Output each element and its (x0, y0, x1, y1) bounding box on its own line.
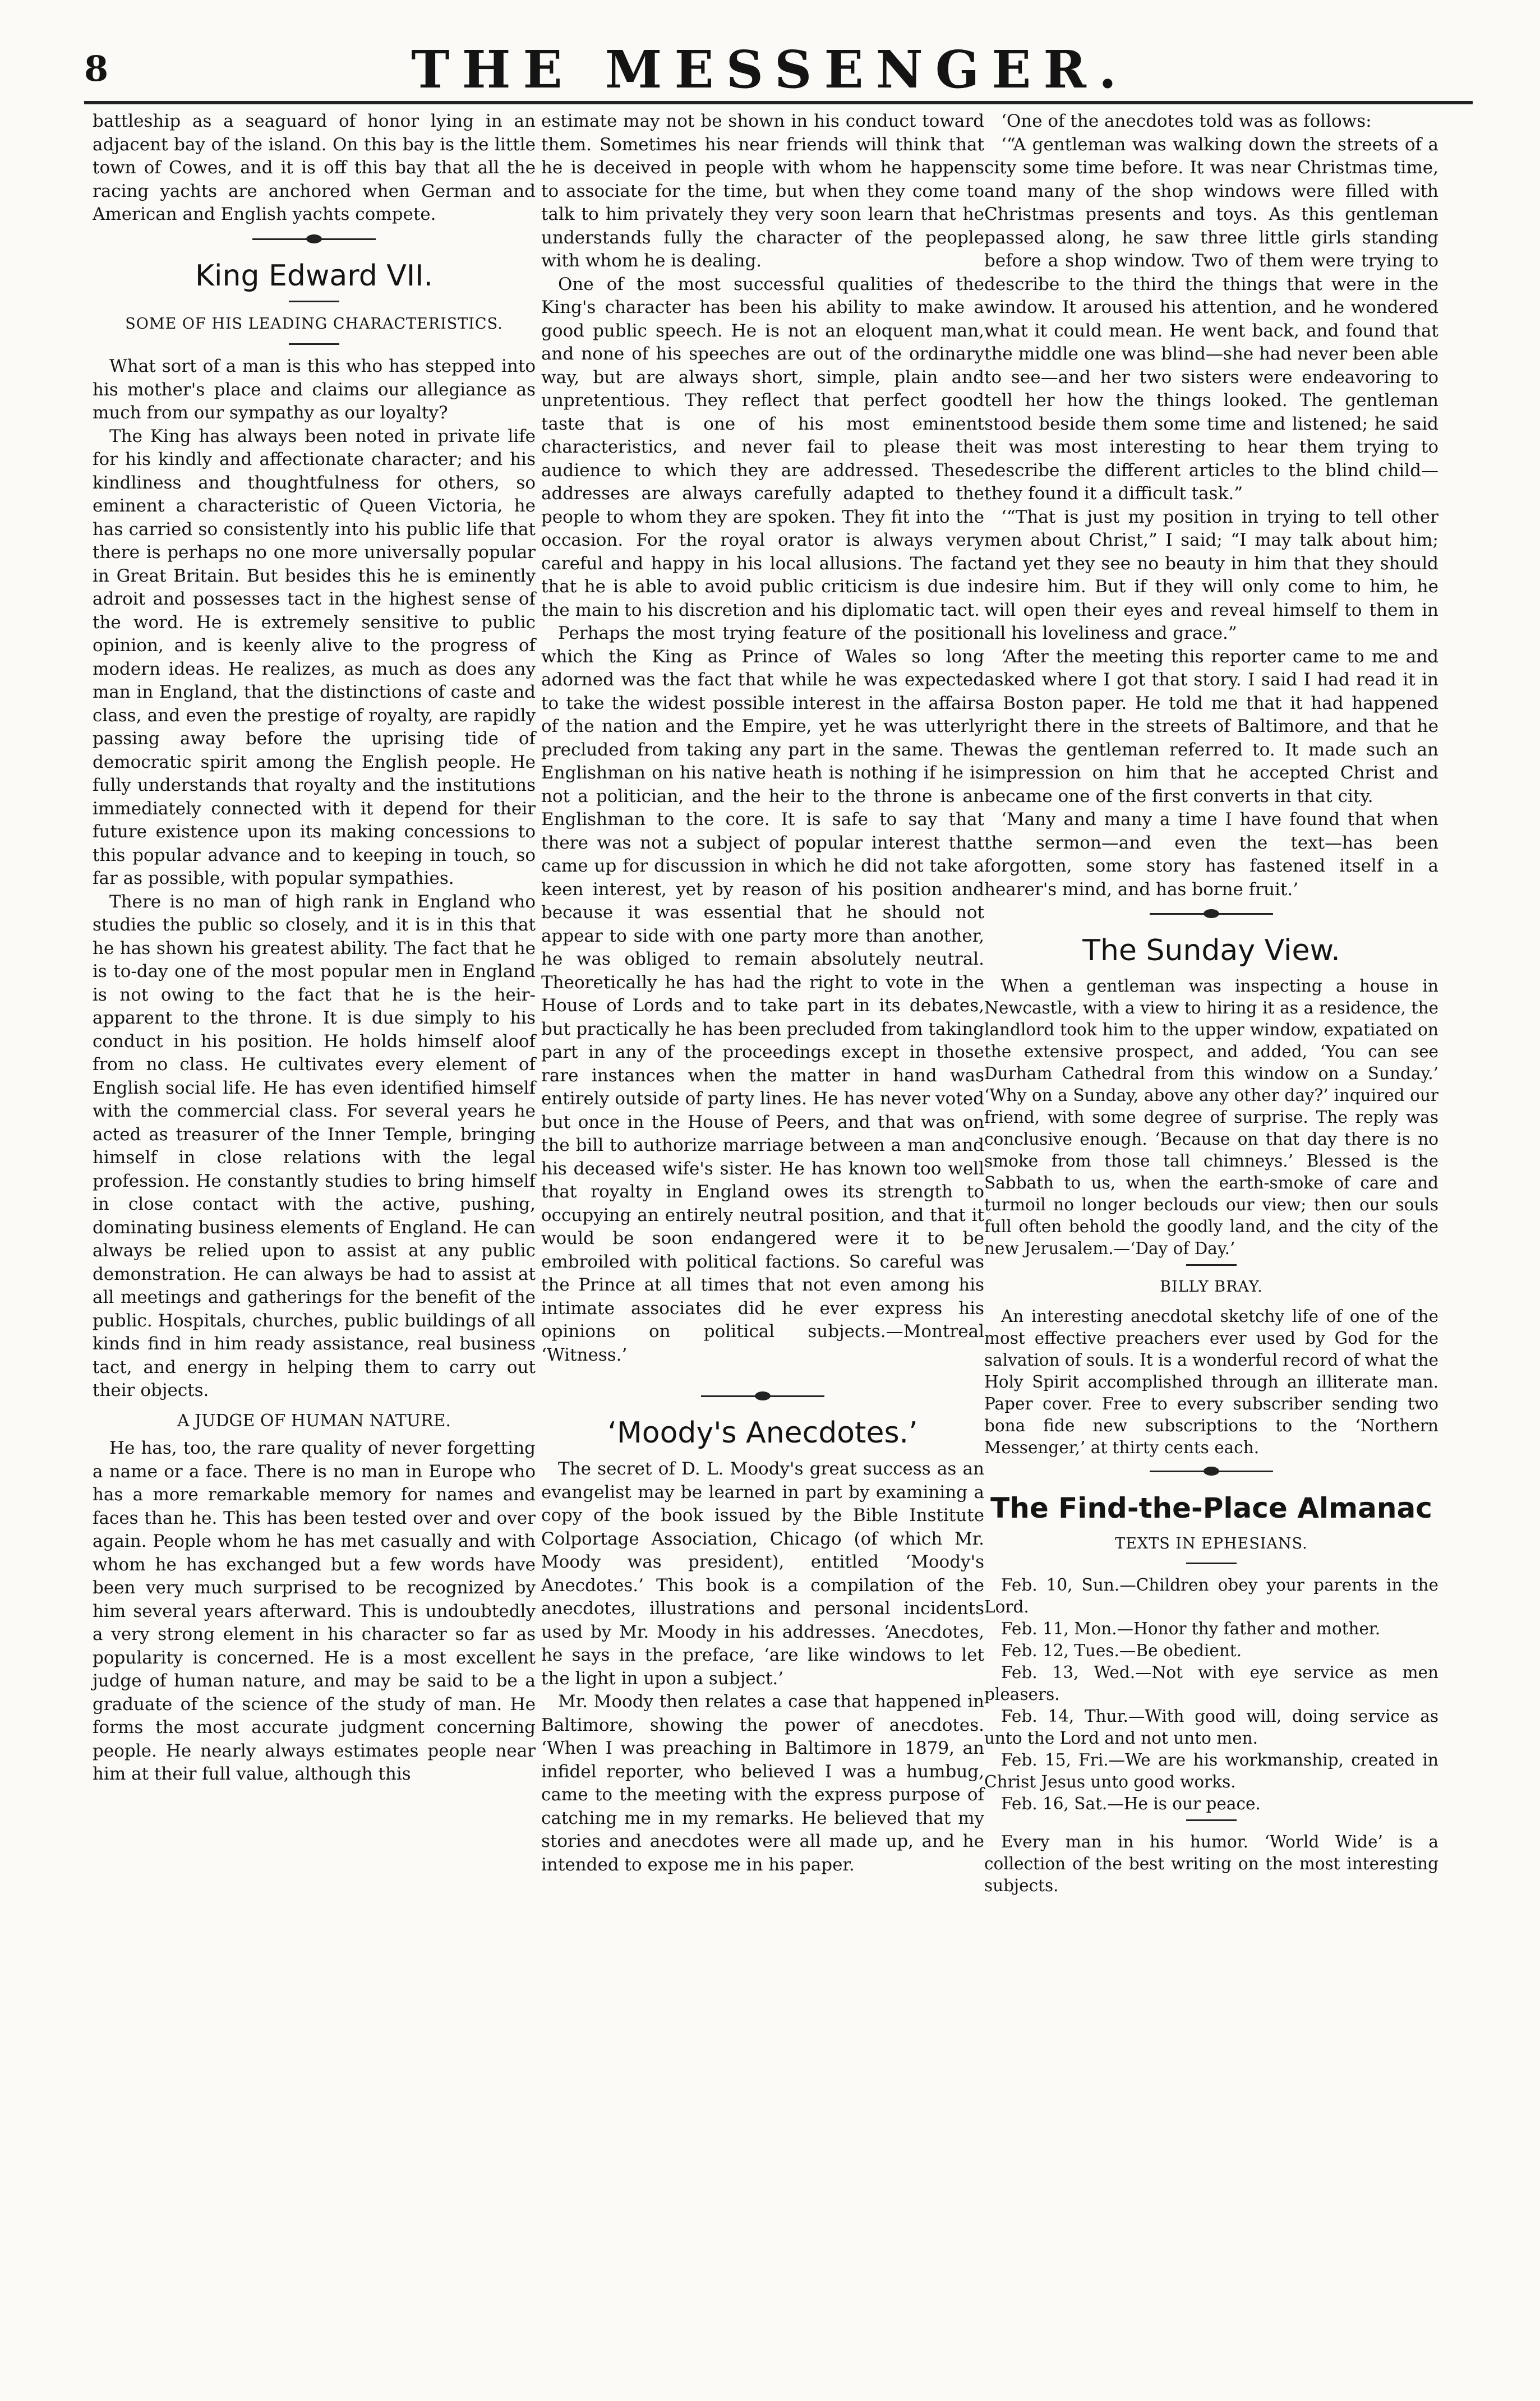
ornament-rule (252, 232, 376, 246)
masthead-rule (84, 101, 1473, 104)
paragraph: ‘“A gentleman was walking down the streets of a city some time before. It was near Christmas time, and many of the shop windows were filled with Christmas presents and toys. As this gentleman passed along, he saw three little girls standing before a shop window. Two of them were trying to describe to the third the things that were in the window. It aroused his attention, and he wondered what it could mean. He went back, and found that the middle one was blind—she had never been able to see—and her two sisters were endeavoring to tell her how the things looked. The gentleman stood beside them some time and listened; he said it was most interesting to hear them trying to describe the different articles to the blind child—they found it a difficult task.” (984, 134, 1438, 504)
almanac-entry: Feb. 15, Fri.—We are his workmanship, created in Christ Jesus unto good works. (984, 1750, 1438, 1791)
paragraph: estimate may not be shown in his conduct toward them. Sometimes his near friends will think that he is deceived in people with whom he happens to associate for the time, but when they come to talk to him privately they very soon learn that he understands fully the character of the people with whom he is dealing. (541, 111, 984, 271)
page-number: 8 (84, 48, 109, 89)
paragraph: ‘“That is just my position in trying to tell other men about Christ,” I said; “I may talk about him; and yet they see no beauty in him that they should desire him. But if they will only come to him, he will open their eyes and reveal himself to them in all his loveliness and grace.” (984, 506, 1438, 643)
paragraph: ‘After the meeting this reporter came to me and asked where I got that story. I said I had read it in a Boston paper. He told me that it had happened right there in the streets of Baltimore, and that he was the gentleman referred to. It made such an impression on him that he accepted Christ and became one of the first converts in that city. (984, 646, 1438, 807)
short-rule (1186, 1563, 1237, 1564)
paragraph: What sort of a man is this who has stepped into his mother's place and claims our allegiance as much from our sympathy as our loyalty? (93, 356, 536, 423)
column-2 (541, 110, 984, 1877)
paragraph: ‘Many and many a time I have found that when the sermon—and even the text—has been forgotten, some story has fastened itself in a hearer's mind, and has borne fruit.’ (984, 809, 1438, 900)
ornament-rule (701, 1389, 824, 1403)
almanac-entry: Feb. 11, Mon.—Honor thy father and mother. (1001, 1619, 1381, 1638)
paragraph: Perhaps the most trying feature of the position which the King as Prince of Wales so long adorned was the fact that while he was expected to take the widest possible interest in the affairs of the nation and the Empire, yet he was utterly precluded from taking any part in the same. The Englishman on his native heath is nothing if he is not a politician, and the heir to the throne is an Englishman to the core. It is safe to say that there was not a subject of popular interest that came up for discussion in which he did not take a keen interest, yet by reason of his position and because it was essential that he should not appear to side with one party more than another, he was obliged to remain absolutely neutral. Theoretically he has had the right to vote in the House of Lords and to take part in its debates, but practically he has been precluded from taking part in any of the proceedings except in those rare instances when the matter in hand was entirely outside of party lines. He has never voted but once in the House of Peers, and that was on the bill to authorize marriage between a man and his deceased wife's sister. He has known too well that royalty in England owes its strength to occupying an entirely neutral position, and that it would be soon endangered were it to be embroiled with political factions. So careful was the Prince at all times that not even among his intimate associates did he ever express his opinions on political subjects.—Montreal ‘Witness.’ (541, 623, 984, 1365)
headline-king-edward: King Edward VII. (195, 259, 434, 293)
headline-sunday-view: The Sunday View. (1082, 934, 1340, 967)
almanac-entry: Feb. 12, Tues.—Be obedient. (1001, 1641, 1242, 1660)
short-rule (1186, 1264, 1237, 1266)
ornament-rule (1150, 1464, 1273, 1478)
almanac-entry: Feb. 13, Wed.—Not with eye service as men pleasers. (984, 1663, 1438, 1704)
paragraph: He has, too, the rare quality of never forgetting a name or a face. There is no man in Europe who has a more remarkable memory for names and faces than he. This has been tested over and over again. People whom he has met casually and with whom he has exchanged but a few words have been very much surprised to be recognized by him several years afterward. This is undoubtedly a very strong element in his character so far as popularity is concerned. He is a most excellent judge of human nature, and may be said to be a graduate of the science of the study of man. He forms the most accurate judgment concerning people. He nearly always estimates people near him at their full value, although this (93, 1438, 536, 1784)
subhead-characteristics: SOME OF HIS LEADING CHARACTERISTICS. (125, 315, 503, 333)
short-rule (289, 301, 339, 302)
newspaper-title: THE MESSENGER. (411, 39, 1129, 100)
paragraph: When a gentleman was inspecting a house in Newcastle, with a view to hiring it as a residence, the landlord took him to the upper window, expatiated on the extensive prospect, and added, ‘You can see Durham Cathedral from this window on a Sunday.’ ‘Why on a Sunday, above any other day?’ inquired our friend, with some degree of surprise. The reply was conclusive enough. ‘Because on that day there is no smoke from those tall chimneys.’ Blessed is the Sabbath to us, when the earth-smoke of care and turmoil no longer beclouds our view; then our souls full often behold the goodly land, and the city of the new Jerusalem.—‘Day of Day.’ (984, 976, 1438, 1258)
paragraph: One of the most successful qualities of the King's character has been his ability to make a good public speech. He is not an eloquent man, and none of his speeches are out of the ordinary way, but are always short, simple, plain and unpretentious. They reflect that perfect good taste that is one of his most eminent characteristics, and never fail to please the audience to which they are addressed. These addresses are always carefully adapted to the people to whom they are spoken. They fit into the occasion. For the royal orator is always very careful and happy in his local allusions. The fact that he is able to avoid public criticism is due in the main to his discretion and his diplomatic tact. (541, 274, 984, 620)
subhead-billy-bray: BILLY BRAY. (1160, 1278, 1263, 1296)
subhead-texts-ephesians: TEXTS IN EPHESIANS. (1115, 1535, 1308, 1552)
headline-find-the-place-almanac: The Find-the-Place Almanac (990, 1492, 1432, 1524)
short-rule (1186, 1819, 1237, 1821)
short-rule (289, 343, 339, 345)
column-3 (984, 110, 1438, 1897)
article-continuation: battleship as a seaguard of honor lying in an adjacent bay of the island. On this bay is the little town of Cowes, and it is off this bay that all the racing yachts are anchored when German and American and English yachts compete. (93, 111, 536, 224)
paragraph: ‘One of the anecdotes told was as follows: (1001, 111, 1372, 131)
almanac-entry: Feb. 14, Thur.—With good will, doing service as unto the Lord and not unto men. (984, 1707, 1438, 1748)
column-1 (93, 110, 536, 1786)
almanac-entry: Feb. 16, Sat.—He is our peace. (1001, 1794, 1261, 1813)
almanac-entry: Feb. 10, Sun.—Children obey your parents in the Lord. (984, 1575, 1438, 1616)
paragraph: There is no man of high rank in England who studies the public so closely, and it is in this that he has shown his greatest ability. The fact that he is to-day one of the most popular men in England is not owing to the fact that he is the heir-apparent to the throne. It is due simply to his conduct in his position. He holds himself aloof from no class. He cultivates every element of English social life. He has even identified himself with the commercial class. For several years he acted as treasurer of the Inner Temple, bringing himself in close relations with the legal profession. He constantly studies to bring himself in close contact with the active, pushing, dominating business elements of England. He can always be relied upon to assist at any public demonstration. He can always be had to assist at all meetings and gatherings for the benefit of the public. Hospitals, churches, public buildings of all kinds find in him ready assistance, real business tact, and energy in helping them to carry out their objects. (93, 891, 536, 1400)
paragraph: The secret of D. L. Moody's great success as an evangelist may be learned in part by examining a copy of the book issued by the Bible Institute Colportage Association, Chicago (of which Mr. Moody was president), entitled ‘Moody's Anecdotes.’ This book is a compilation of the anecdotes, illustrations and personal incidents used by Mr. Moody in his addresses. ‘Anecdotes, he says in the preface, ‘are like windows to let the light in upon a subject.’ (541, 1459, 984, 1689)
masthead (0, 0, 1540, 112)
ornament-rule (1150, 907, 1273, 920)
paragraph: The King has always been noted in private life for his kindly and affectionate character; and his kindliness and thoughtfulness for others, so eminent a characteristic of Queen Victoria, he has carried so consistently into his public life that there is perhaps no one more universally popular in Great Britain. But besides this he is eminently adroit and possesses tact in the highest sense of the word. He is extremely sensitive to public opinion, and is keenly alive to the progress of modern ideas. He realizes, as much as does any man in England, that the distinctions of caste and class, and even the prestige of royalty, are rapidly passing away before the uprising tide of democratic spirit among the English people. He fully understands that royalty and the institutions immediately connected with it depend for their future existence upon its making concessions to this popular advance and to keeping in touch, so far as possible, with popular sympathies. (93, 426, 536, 888)
paragraph: An interesting anecdotal sketchy life of one of the most effective preachers ever used by God for the salvation of souls. It is a wonderful record of what the Holy Spirit accomplished through an illiterate man. Paper cover. Free to every subscriber sending two bona fide new subscriptions to the ‘Northern Messenger,’ at thirty cents each. (984, 1307, 1438, 1457)
subhead-judge-human-nature: A JUDGE OF HUMAN NATURE. (177, 1411, 451, 1431)
headline-moodys-anecdotes: ‘Moody's Anecdotes.’ (607, 1416, 918, 1450)
paragraph: Mr. Moody then relates a case that happened in Baltimore, showing the power of anecdotes. ‘When I was preaching in Baltimore in 1879, an infidel reporter, who believed I was a humbug, came to the meeting with the express purpose of catching me in my remarks. He believed that my stories and anecdotes were all made up, and he intended to expose me in his paper. (541, 1692, 984, 1875)
paragraph: Every man in his humor. ‘World Wide’ is a collection of the best writing on the most interesting subjects. (984, 1832, 1438, 1895)
